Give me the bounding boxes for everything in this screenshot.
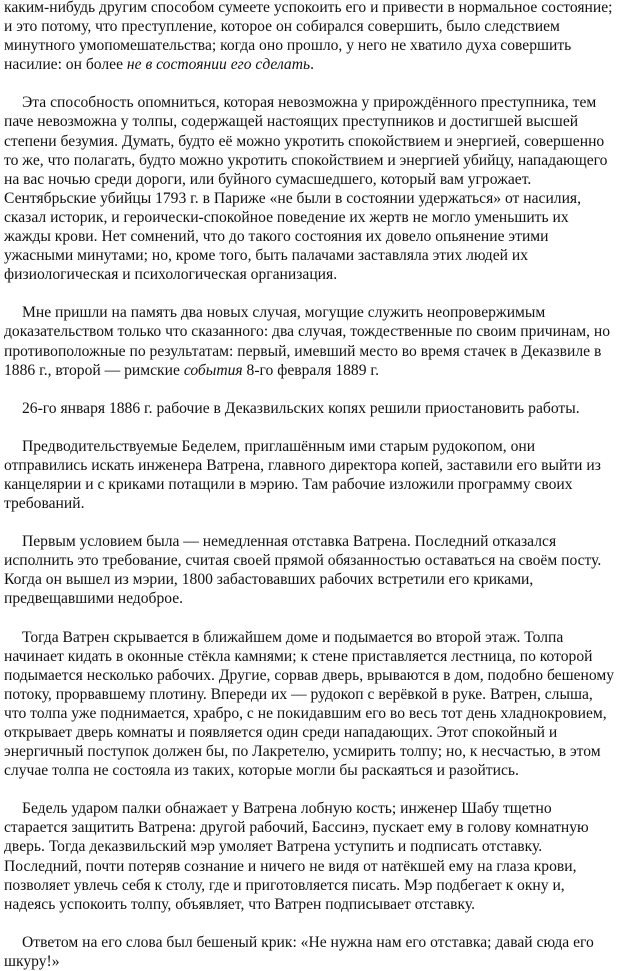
paragraph	[4, 399, 616, 418]
paragraph	[4, 933, 616, 971]
paragraph-text: Первым условием была — немедленная отставка Ватрена. Последний отказался исполнить это требование, считая своей прямой обязанностью оставаться на своём посту. Когда он вышел из мэрии, 1800 забастовавших рабочих встретили его криками, предвещавшими недоброе.	[4, 533, 602, 608]
paragraph-text: 26-го января 1886 г. рабочие в Деказвильских копях решили приостановить работы.	[22, 399, 580, 417]
paragraph-text: каким-нибудь другим способом сумеете успокоить его и привести в нормальное состояние; и это потому, что преступление, которое он собирался совершить, было следствием минутного умопомешательства; когда оно прошло, у него не хватило духа совершить насилие: он более	[4, 0, 613, 74]
emphasis-text: события	[183, 361, 243, 379]
paragraph-text: Эта способность опомниться, которая невозможна у прирождённого преступника, тем паче невозможна у толпы, содержащей настоящих преступников и достигшей высшей степени безумия. Думать, будто её можно укротить спокойствием и энергией, совершенно то же, что полагать, будто можно укротить спокойствием и энергией убийцу, нападающего на вас ночью среди дороги, или буйного сумасшедшего, который вам угрожает. Сентябрьские убийцы 1793 г. в Париже «не были в состоянии удержаться» от насилия, сказал историк, и героически-спокойное поведение их жертв не могло уменьшить их жажды крови. Нет сомнений, что до такого состояния их довело опьянение этими ужасными минутами; но, кроме того, быть палачами заставляла этих людей их физиологическая и психологическая организация.	[4, 94, 608, 284]
paragraph-text: Бедель ударом палки обнажает у Ватрена лобную кость; инженер Шабу тщетно старается защитить Ватрена: другой рабочий, Бассинэ, пускает ему в голову комнатную дверь. Тогда деказвильский мэр умоляет Ватрена уступить и подписать отставку. Последний, почти потеряв сознание и ничего не видя от натёкшей ему на глаза крови, позволяет увлечь себя к столу, где и приготовляется писать. Мэр подбегает к окну и, надеясь успокоить толпу, объявляет, что Ватрен подписывает отставку.	[4, 800, 589, 913]
paragraph	[4, 303, 616, 379]
paragraph-text: Ответом на его слова был бешеный крик: «Не нужна нам его отставка; давай сюда его шкуру!»	[4, 933, 594, 970]
paragraph	[4, 799, 616, 914]
paragraph	[4, 0, 616, 74]
paragraph-text: .	[310, 56, 314, 74]
paragraph-text: Тогда Ватрен скрывается в ближайшем доме и подымается во второй этаж. Толпа начинает кидать в оконные стёкла камнями; к стене приставляется лестница, по которой подымается несколько рабочих. Другие, сорвав дверь, врываются в дом, подобно бешеному потоку, прорвавшему плотину. Впереди их — рудокоп с верёвкой в руке. Ватрен, слыша, что толпа уже поднимается, храбро, с не покидавшим его во весь тот день хладнокровием, открывает дверь комнаты и появляется один среди нападающих. Этот спокойный и энергичный поступок должен бы, по Лакретелю, усмирить толпу; но, к несчастью, в этом случае толпа не состояла из таких, которые могли бы раскаяться и разойтись.	[4, 628, 615, 780]
emphasis-text: не в состоянии его сделать	[126, 56, 311, 74]
paragraph-text: 8-го февраля 1889 г.	[242, 361, 379, 379]
paragraph-text: Мне пришли на память два новых случая, могущие служить неопровержимым доказательством только что сказанного: два случая, тождественные по своим причинам, но противоположные по результатам: первый, имевший место во время стачек в Деказвиле в 1886 г., второй — римские	[4, 304, 611, 379]
paragraph-text: Предводительствуемые Беделем, приглашённым ими старым рудокопом, они отправились искать инженера Ватрена, главного директора копей, заставили его выйти из канцелярии и с криками потащили в мэрию. Там рабочие изложили программу своих требований.	[4, 437, 601, 513]
paragraph	[4, 437, 616, 513]
paragraph	[4, 93, 616, 284]
paragraph	[4, 628, 616, 781]
paragraph	[4, 532, 616, 608]
